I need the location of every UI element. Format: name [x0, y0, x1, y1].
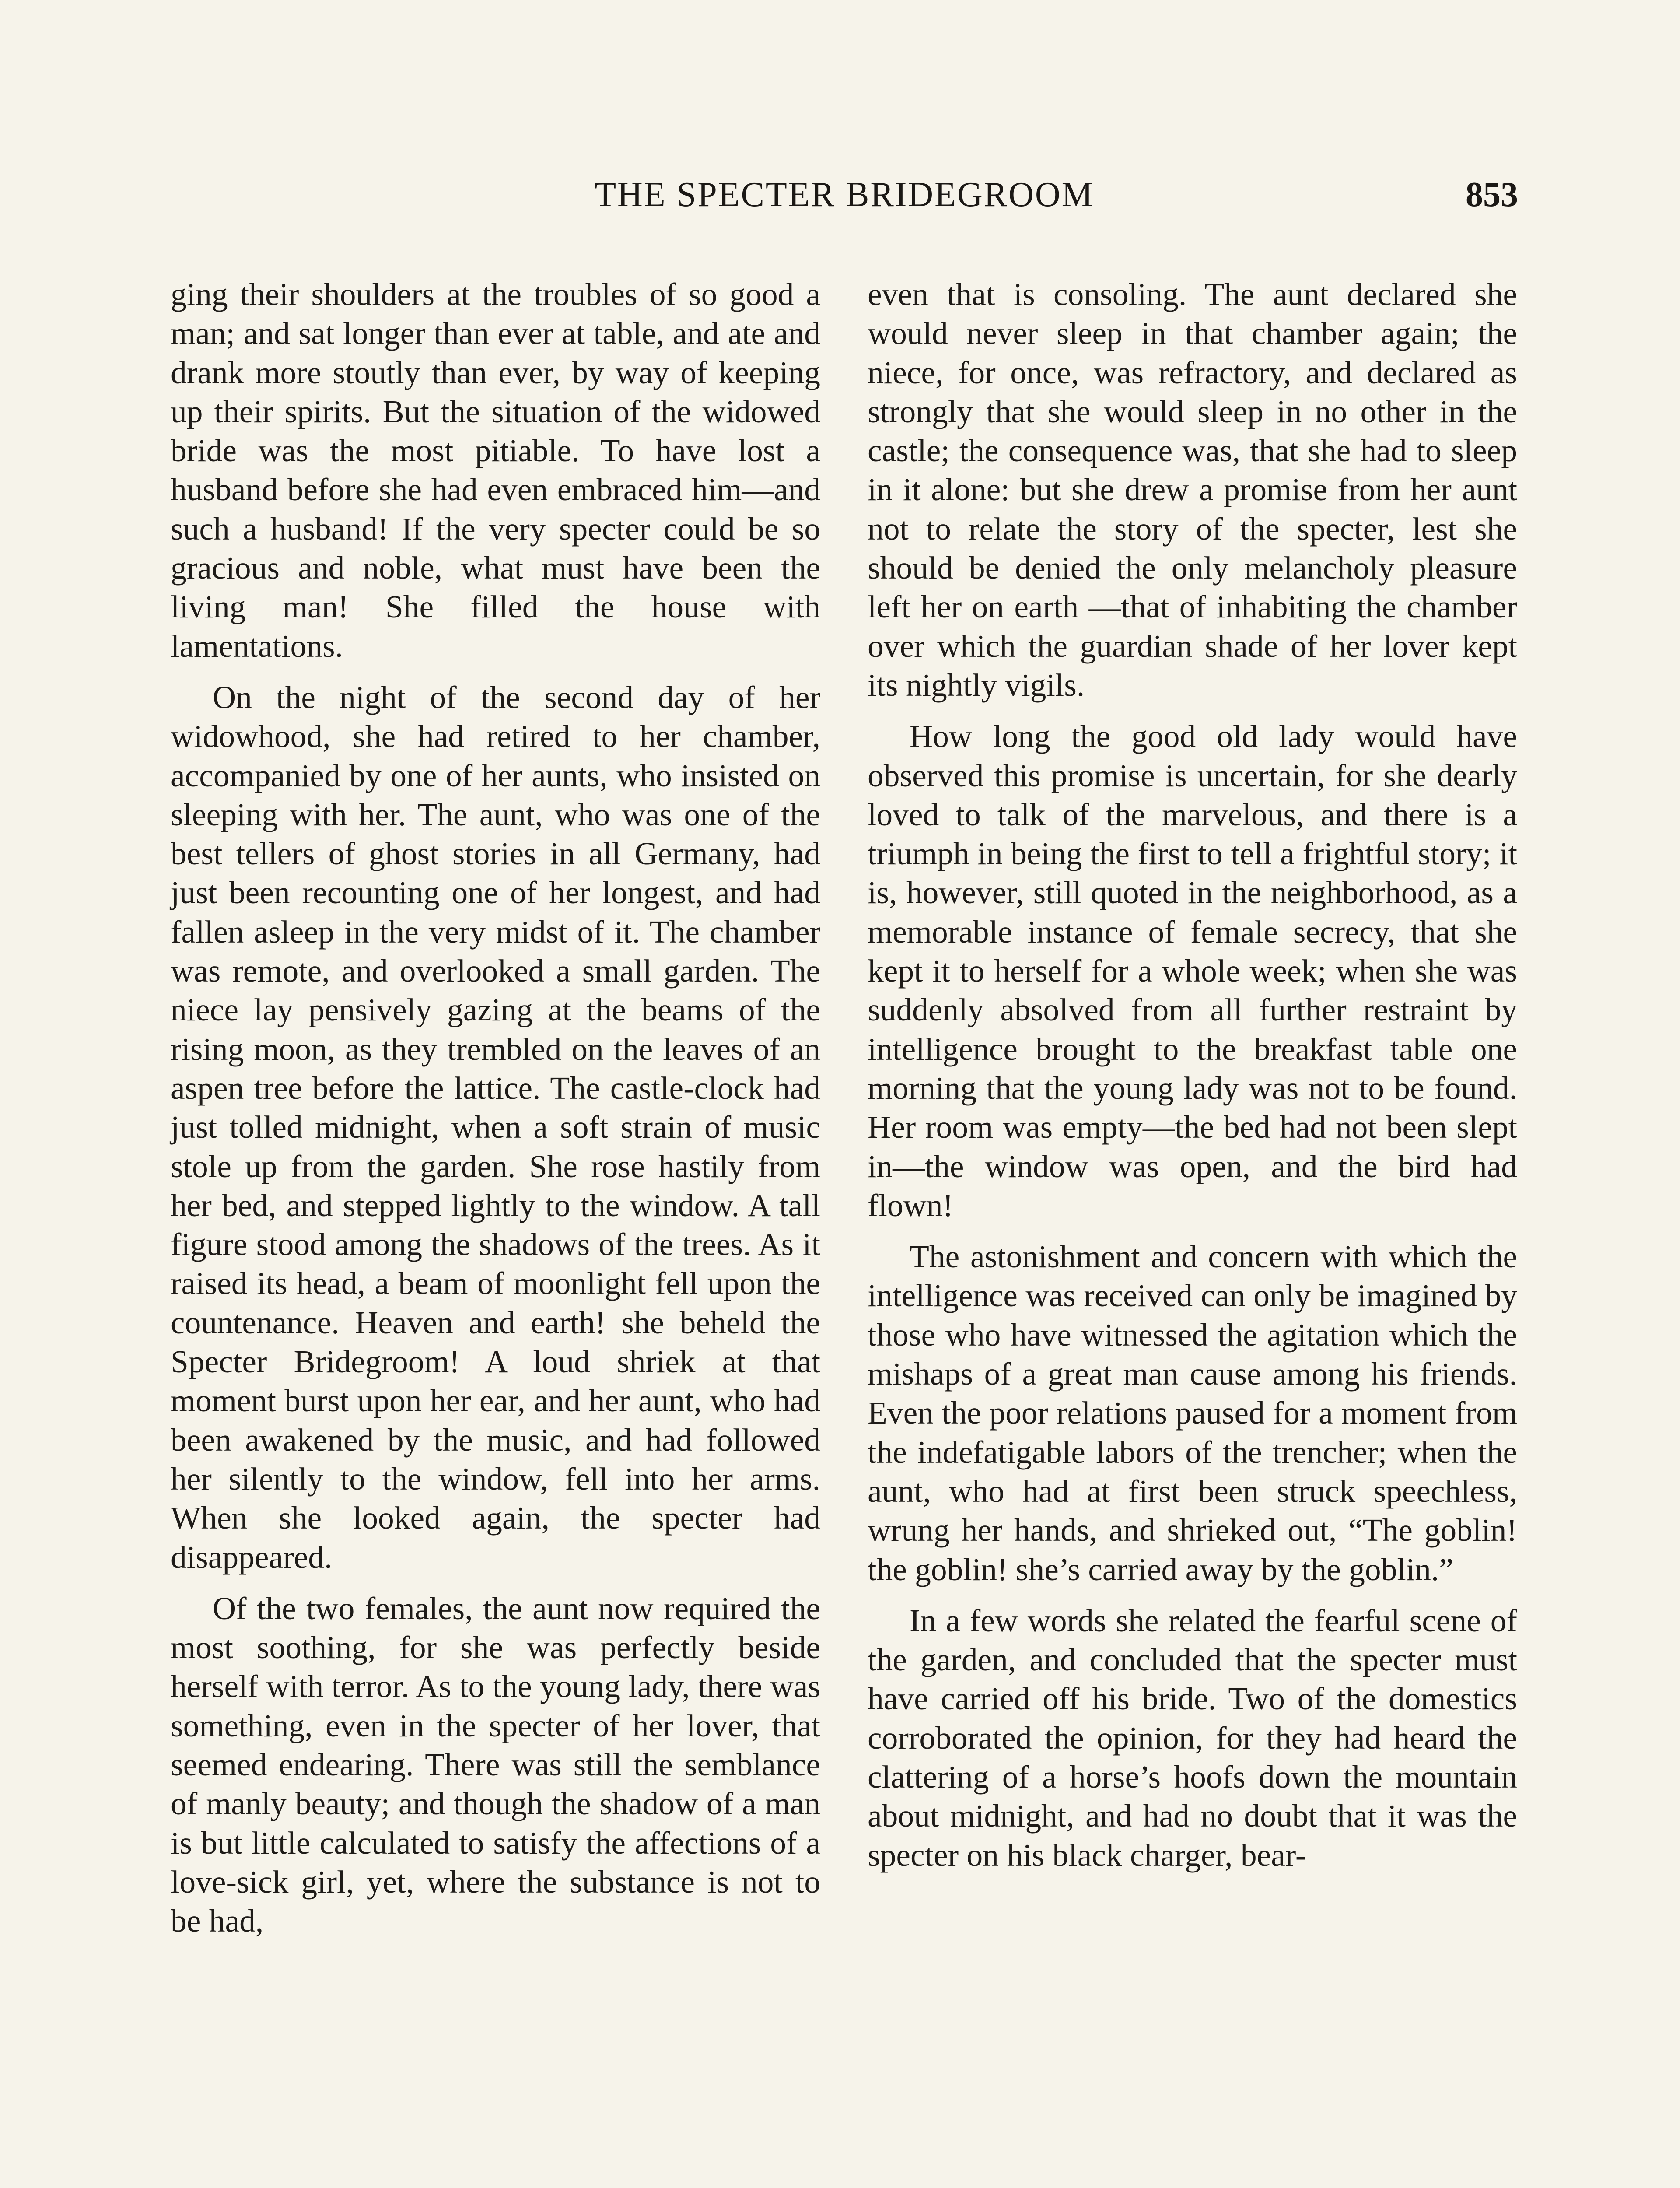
paragraph: even that is consoling. The aunt declared she would never sleep in that chamber again; the niece, for once, was refractory, and declared as strongly that she would sleep in no other in the castle; the consequence was, that she had to sleep in it alone: but she drew a promise from her aunt not to relate the story of the specter, lest she should be denied the only melancholy pleasure left her on earth —that of inhabiting the chamber over which the guardian shade of her lover kept its nightly vigils. [868, 277, 1517, 703]
page-header [171, 175, 1518, 228]
page-number: 853 [1466, 175, 1518, 214]
paragraph: In a few words she related the fearful scene of the garden, and concluded that the specter must have carried off his bride. Two of the domestics corroborated the opinion, for they had heard the clattering of a horse’s hoofs down the mountain about midnight, and had no doubt that it was the specter on his black charger, bear- [868, 1602, 1517, 1873]
running-title: THE SPECTER BRIDEGROOM [595, 175, 1094, 214]
left-column [171, 275, 820, 1940]
paragraph: ging their shoulders at the troubles of so good a man; and sat longer than ever at table, and ate and drank more stoutly than ever, by way of keeping up their spirits. But the situation of the widowed bride was the most pitiable. To have lost a husband before she had even embraced him—and such a husband! If the very specter could be so gracious and noble, what must have been the living man! She filled the house with lamentations. [171, 277, 820, 664]
paragraph: The astonishment and concern with which the intelligence was received can only be imagined by those who have witnessed the agitation which the mishaps of a great man cause among his friends. Even the poor relations paused for a moment from the indefatigable labors of the trencher; when the aunt, who had at first been struck speechless, wrung her hands, and shrieked out, “The goblin! the goblin! she’s carried away by the goblin.” [868, 1239, 1517, 1587]
paragraph: Of the two females, the aunt now required the most soothing, for she was perfectly beside herself with terror. As to the young lady, there was something, even in the specter of her lover, that seemed endearing. There was still the semblance of manly beauty; and though the shadow of a man is but little calculated to satisfy the affections of a love-sick girl, yet, where the substance is not to be had, [171, 1590, 820, 1939]
paragraph: How long the good old lady would have observed this promise is uncertain, for she dearly loved to talk of the marvelous, and there is a triumph in being the first to tell a frightful story; it is, however, still quoted in the neighborhood, as a memorable instance of female secrecy, that she kept it to herself for a whole week; when she was suddenly absolved from all further restraint by intelligence brought to the breakfast table one morning that the young lady was not to be found. Her room was empty—the bed had not been slept in—the window was open, and the bird had flown! [868, 719, 1517, 1223]
paragraph: On the night of the second day of her widowhood, she had retired to her chamber, accompanied by one of her aunts, who insisted on sleeping with her. The aunt, who was one of the best tellers of ghost stories in all Germany, had just been recounting one of her longest, and had fallen asleep in the very midst of it. The chamber was remote, and overlooked a small garden. The niece lay pensively gazing at the beams of the rising moon, as they trembled on the leaves of an aspen tree before the lattice. The castle-clock had just tolled midnight, when a soft strain of music stole up from the garden. She rose hastily from her bed, and stepped lightly to the window. A tall figure stood among the shadows of the trees. As it raised its head, a beam of moonlight fell upon the countenance. Heaven and earth! she beheld the Specter Bridegroom! A loud shriek at that moment burst upon her ear, and her aunt, who had been awakened by the music, and had followed her silently to the window, fell into her arms. When she looked again, the specter had disappeared. [171, 679, 820, 1575]
right-column [868, 275, 1517, 1875]
